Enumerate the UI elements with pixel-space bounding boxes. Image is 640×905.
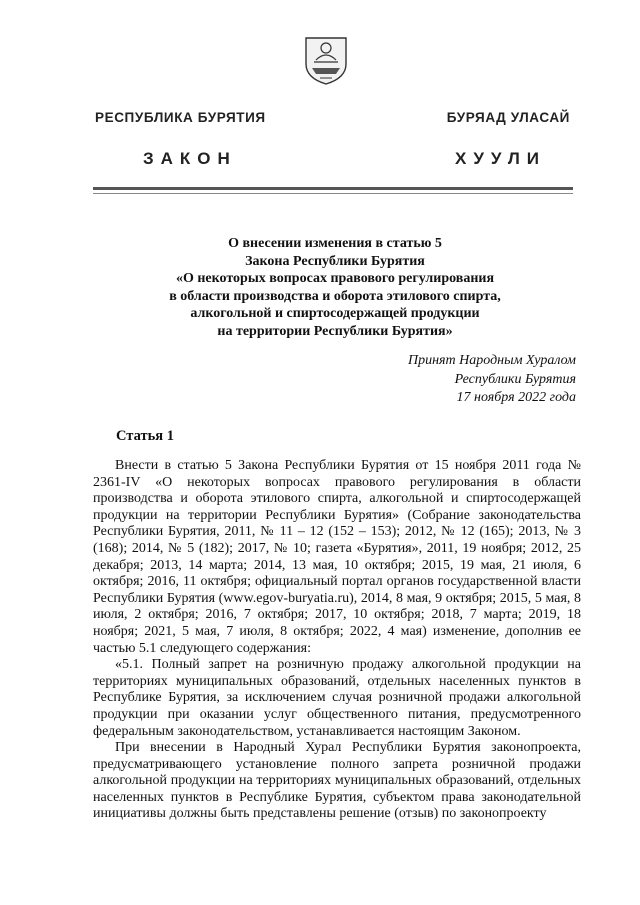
law-label-russian: ЗАКОН xyxy=(143,149,237,168)
title-line: Закона Республики Бурятия xyxy=(245,253,425,269)
title-line: в области производства и оборота этилового спирта, xyxy=(169,288,501,304)
header-divider-thick xyxy=(93,187,573,190)
adoption-note xyxy=(408,352,576,408)
title-line: О внесении изменения в статью 5 xyxy=(228,236,442,251)
article-heading: Статья 1 xyxy=(116,428,174,444)
adoption-line: Принят Народным Хуралом xyxy=(407,353,576,368)
header-divider-thin xyxy=(93,193,573,194)
title-line: алкогольной и спиртосодержащей продукции xyxy=(190,306,480,322)
body-paragraph: При внесении в Народный Хурал Республики Бурятия законопроекта, предусматривающего установление полного запрета розничной продажи алкогольной продукции на территориях муниципальных образований, отдельных населенных пунктов в Республике Бурятия, субъектом права законодательной инициативы должны быть представлены решение (отзыв) по законопроекту xyxy=(93,740,581,822)
title-line: на территории Республики Бурятия» xyxy=(217,323,453,339)
adoption-line: Республики Бурятия xyxy=(454,371,576,387)
republic-name-russian: РЕСПУБЛИКА БУРЯТИЯ xyxy=(95,110,266,125)
adoption-date: 17 ноября 2022 года xyxy=(456,390,576,405)
law-label-buryat: ХУУЛИ xyxy=(455,149,546,168)
article-body xyxy=(93,458,581,823)
republic-name-buryat: БУРЯАД УЛАСАЙ xyxy=(446,110,570,125)
body-paragraph: «5.1. Полный запрет на розничную продажу алкогольной продукции на территориях муниципальных образований, отдельных населенных пунктов в Республике Бурятия, за исключением случая розничной продажи алкогольной продукции при оказании услуг общественного питания, предусмотренного федеральным законодательством, устанавливается настоящим Законом. xyxy=(93,657,581,739)
document-title xyxy=(100,235,570,341)
body-paragraph: Внести в статью 5 Закона Республики Бурятия от 15 ноября 2011 года № 2361-IV «О некоторых вопросах правового регулирования в области производства и оборота этилового спирта, алкогольной и спиртосодержащей продукции на территории Республики Бурятия» (Собрание законодательства Республики Бурятия, 2011, № 11 – 12 (152 – 153); 2012, № 12 (165); 2013, № 3 (168); 2014, № 5 (182); 2017, № 10; газета «Бурятия», 2011, 19 ноября; 2012, 25 декабря; 2013, 14 марта; 2014, 13 мая, 10 октября; 2015, 19 мая, 21 июля, 6 октября; 2016, 11 октября; официальный портал органов государственной власти Республики Бурятия (www.egov-buryatia.ru), 2014, 8 мая, 9 октября; 2015, 5 мая, 8 июля, 2 октября; 2016, 7 октября; 2017, 10 октября; 2018, 7 марта; 2019, 18 ноября; 2021, 5 мая, 7 июля, 8 октября; 2022, 4 мая) изменение, дополнив ее частью 5.1 следующего содержания: xyxy=(93,458,581,656)
title-line: «О некоторых вопросах правового регулирования xyxy=(175,271,495,287)
coat-of-arms-emblem xyxy=(302,34,350,86)
